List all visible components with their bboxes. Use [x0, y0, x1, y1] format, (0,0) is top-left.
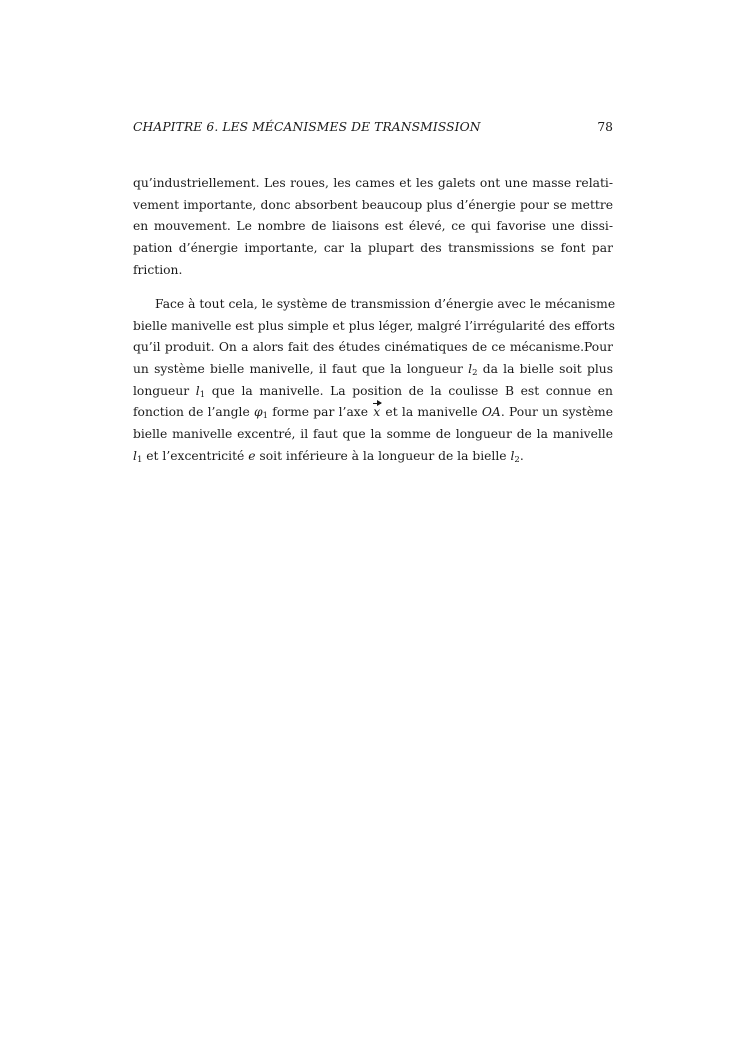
math-variable: e [248, 448, 256, 463]
paragraph-line: qu’industriellement. Les roues, les cames et les galets ont une masse relati- [133, 176, 613, 190]
paragraph-line: pation d’énergie importante, car la plupart des transmissions se font par [133, 241, 613, 256]
paragraph-2 [133, 294, 616, 468]
paragraph-line [133, 446, 613, 468]
running-title: CHAPITRE 6. LES MÉCANISMES DE TRANSMISSION [133, 120, 481, 134]
math-variable: l [195, 383, 200, 398]
paragraph-1 [133, 173, 613, 281]
line-text: forme par l’axe [268, 405, 373, 420]
line-text: un système bielle manivelle, il faut que la longueur [133, 362, 469, 377]
line-text: fonction de l’angle [133, 405, 254, 420]
running-header [133, 118, 613, 136]
paragraph-line [133, 294, 616, 316]
math-variable: φ [254, 405, 263, 420]
math-subscript: 2 [514, 454, 520, 465]
line-text: longueur [133, 383, 196, 398]
page-number: 78 [597, 120, 613, 134]
math-variable: OA [481, 405, 501, 420]
paragraph-line: en mouvement. Le nombre de liaisons est élevé, ce qui favorise une dissi- [133, 219, 613, 234]
line-text: Face à tout cela, le système de transmission d’énergie avec le mécanisme [155, 297, 616, 311]
line-text: et la manivelle [381, 405, 482, 420]
line-text: soit inférieure à la longueur de la bielle [255, 448, 511, 463]
math-subscript: 2 [472, 368, 478, 379]
paragraph-line: vement importante, donc absorbent beaucoup plus d’énergie pour se mettre [133, 197, 613, 212]
line-text: da la bielle soit plus [477, 362, 614, 377]
line-text: . [519, 448, 524, 463]
math-subscript: 1 [136, 454, 143, 465]
paragraph-line [133, 381, 613, 403]
math-variable: l [133, 448, 137, 463]
line-text: que la manivelle. La position de la coulisse B est connue en [205, 383, 613, 398]
math-subscript: 1 [262, 411, 269, 422]
paragraph-line: qu’il produit. On a alors fait des études cinématiques de ce mécanisme.Pour [133, 340, 613, 355]
math-variable: l [510, 448, 515, 463]
paragraph-line: friction. [133, 262, 183, 277]
line-text: et l’excentricité [142, 448, 249, 463]
paragraph-line [133, 402, 613, 424]
line-text: . Pour un système [500, 405, 613, 420]
paragraph-line: bielle manivelle est plus simple et plus léger, malgré l’irrégularité des efforts [133, 318, 615, 333]
paragraph-line: bielle manivelle excentré, il faut que la somme de longueur de la manivelle [133, 427, 613, 442]
math-subscript: 1 [199, 389, 206, 400]
vector-arrow-symbol: x [372, 402, 381, 424]
math-variable: l [468, 362, 473, 377]
paragraph-line [133, 359, 613, 381]
